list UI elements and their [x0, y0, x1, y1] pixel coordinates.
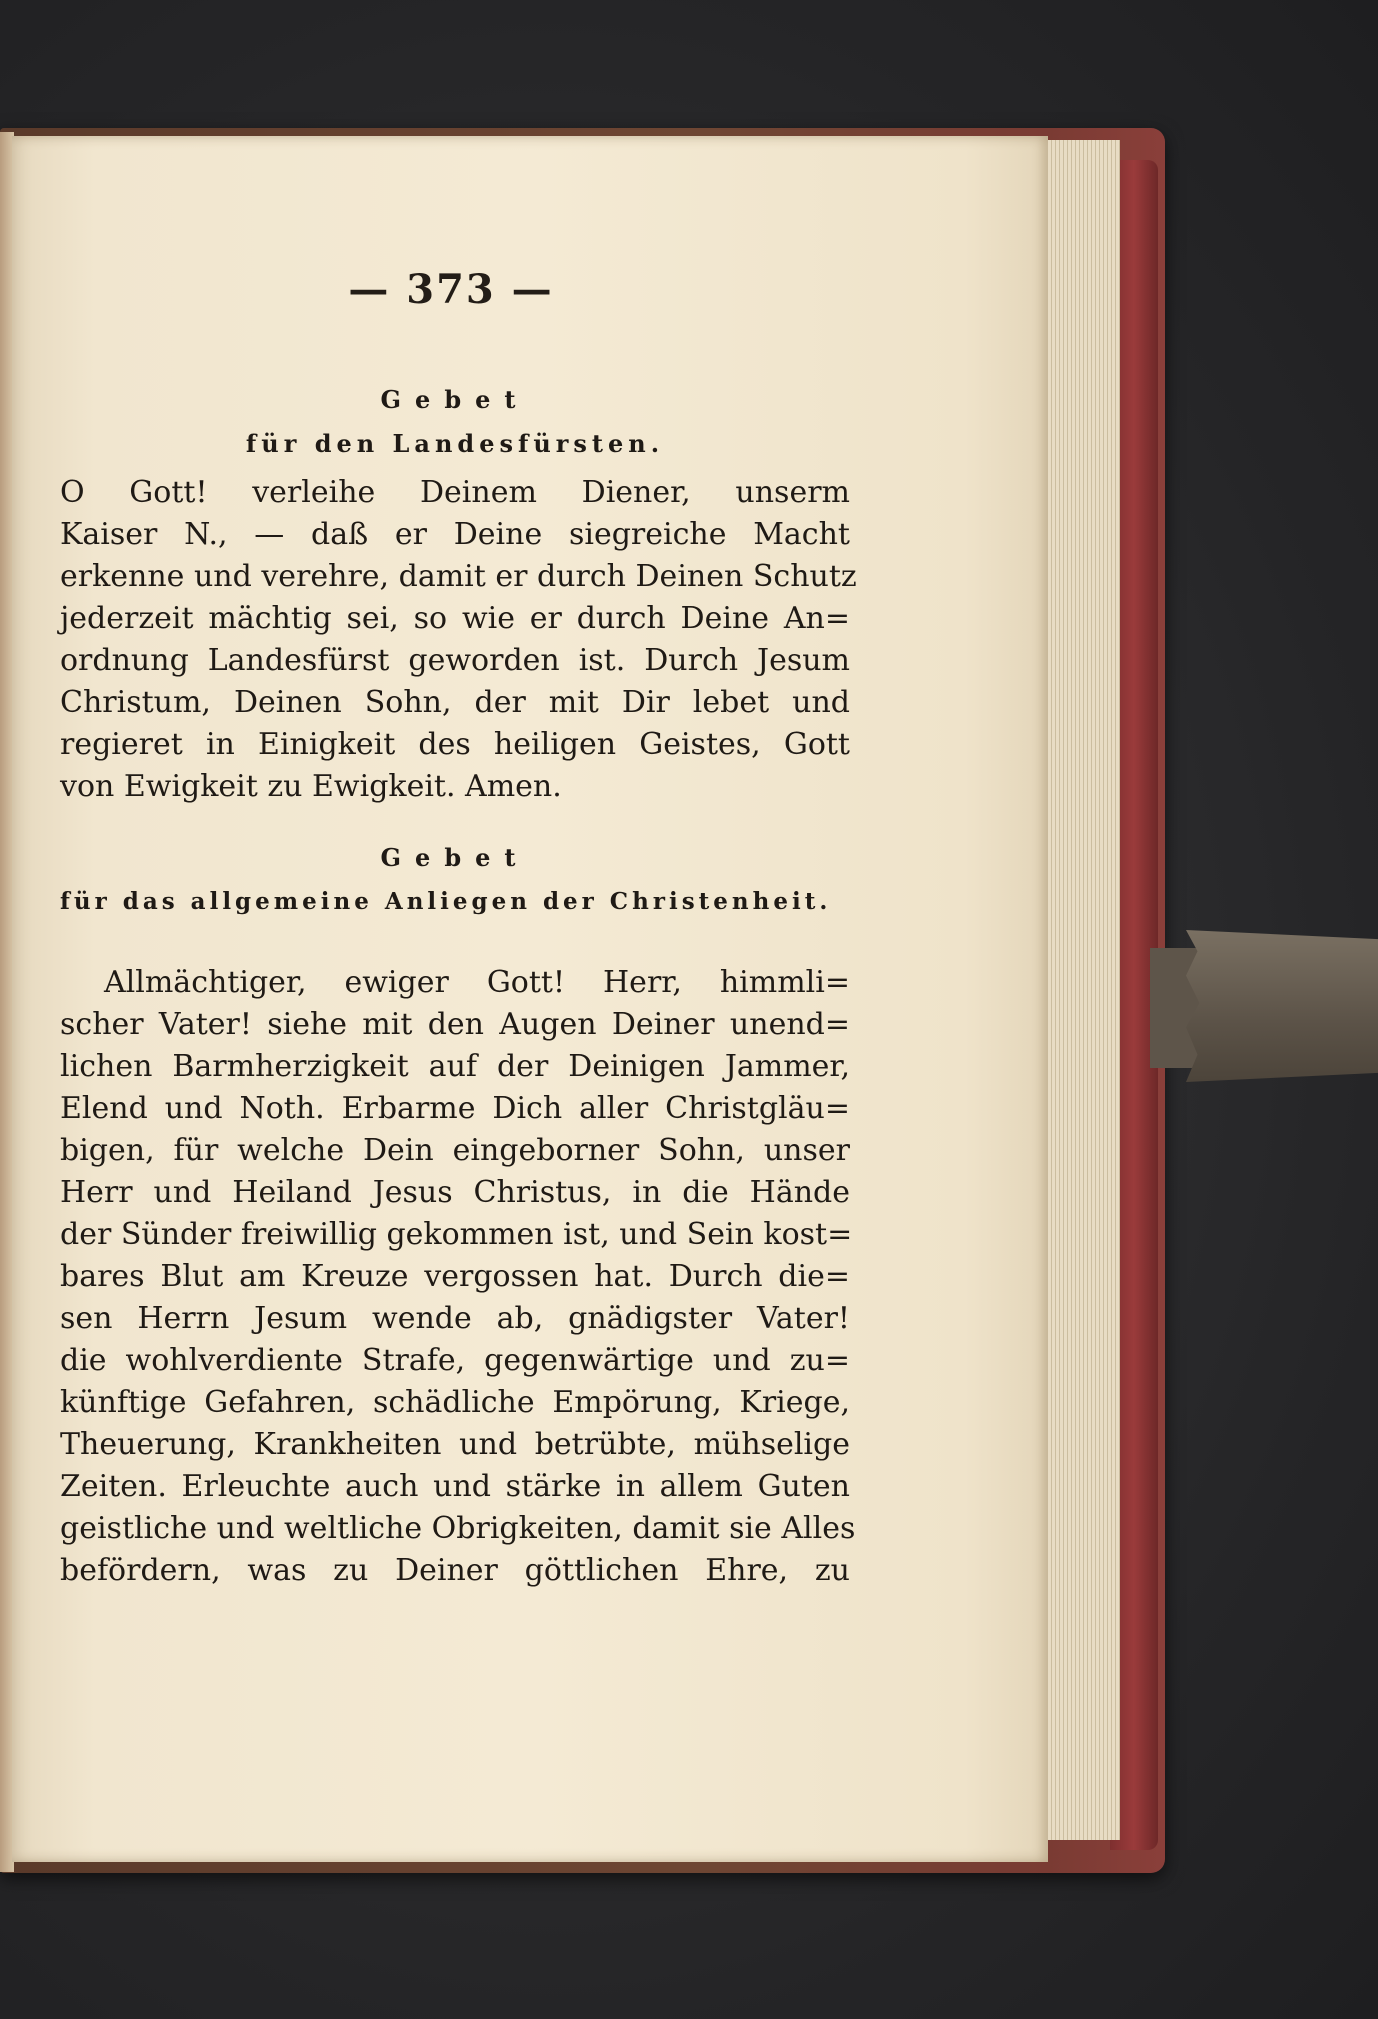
text-line: künftige Gefahren, schädliche Empörung, Kriege,: [60, 1385, 850, 1420]
text-line: scher Vater! siehe mit den Augen Deiner unend=: [60, 1007, 850, 1042]
text-line: Christum, Deinen Sohn, der mit Dir lebet und: [60, 685, 850, 720]
text-line: erkenne und verehre, damit er durch Deinen Schutz: [60, 559, 857, 594]
text-line: geistliche und weltliche Obrigkeiten, damit sie Alles: [60, 1511, 856, 1546]
text-line: die wohlverdiente Strafe, gegenwärtige und zu=: [60, 1343, 850, 1378]
text-line: von Ewigkeit zu Ewigkeit. Amen.: [60, 769, 562, 804]
page-edges: [1040, 140, 1120, 1840]
text-line: regieret in Einigkeit des heiligen Geistes, Gott: [60, 727, 850, 762]
section-heading: Gebet: [380, 843, 530, 872]
text-line: O Gott! verleihe Deinem Diener, unserm: [60, 475, 850, 510]
prayer-section-1: [60, 378, 857, 808]
text-line: bares Blut am Kreuze vergossen hat. Durch die=: [60, 1259, 850, 1294]
section-subheading: für das allgemeine Anliegen der Christenheit.: [60, 888, 832, 915]
text-line: sen Herrn Jesum wende ab, gnädigster Vater!: [60, 1301, 850, 1336]
text-line: ordnung Landesfürst geworden ist. Durch Jesum: [60, 643, 850, 678]
spacer: [60, 924, 850, 956]
spacer: [60, 808, 850, 836]
text-line: Zeiten. Erleuchte auch und stärke in allem Guten: [60, 1469, 850, 1504]
prayer-paragraph: [60, 962, 856, 1592]
bookmark-tab: [1186, 930, 1378, 1082]
page-content: [60, 262, 857, 1592]
prayer-paragraph: [60, 472, 857, 808]
section-subheading: für den Landesfürsten.: [245, 429, 665, 458]
text-line: der Sünder freiwillig gekommen ist, und Sein kost=: [60, 1217, 853, 1252]
text-line: lichen Barmherzigkeit auf der Deinigen Jammer,: [60, 1049, 850, 1084]
text-line: Theuerung, Krankheiten und betrübte, mühselige: [60, 1427, 850, 1462]
text-line: Allmächtiger, ewiger Gott! Herr, himmli=: [104, 965, 850, 1000]
text-line: befördern, was zu Deiner göttlichen Ehre, zu: [60, 1553, 850, 1588]
prayer-section-2: [60, 836, 856, 1592]
text-line: jederzeit mächtig sei, so wie er durch Deine An=: [60, 601, 850, 636]
text-line: bigen, für welche Dein eingeborner Sohn, unser: [60, 1133, 850, 1168]
page-number: — 373 —: [348, 266, 554, 313]
text-line: Herr und Heiland Jesus Christus, in die Hände: [60, 1175, 850, 1210]
text-line: Elend und Noth. Erbarme Dich aller Christgläu=: [60, 1091, 850, 1126]
section-heading: Gebet: [380, 385, 530, 414]
text-line: Kaiser N., — daß er Deine siegreiche Macht: [60, 517, 850, 552]
